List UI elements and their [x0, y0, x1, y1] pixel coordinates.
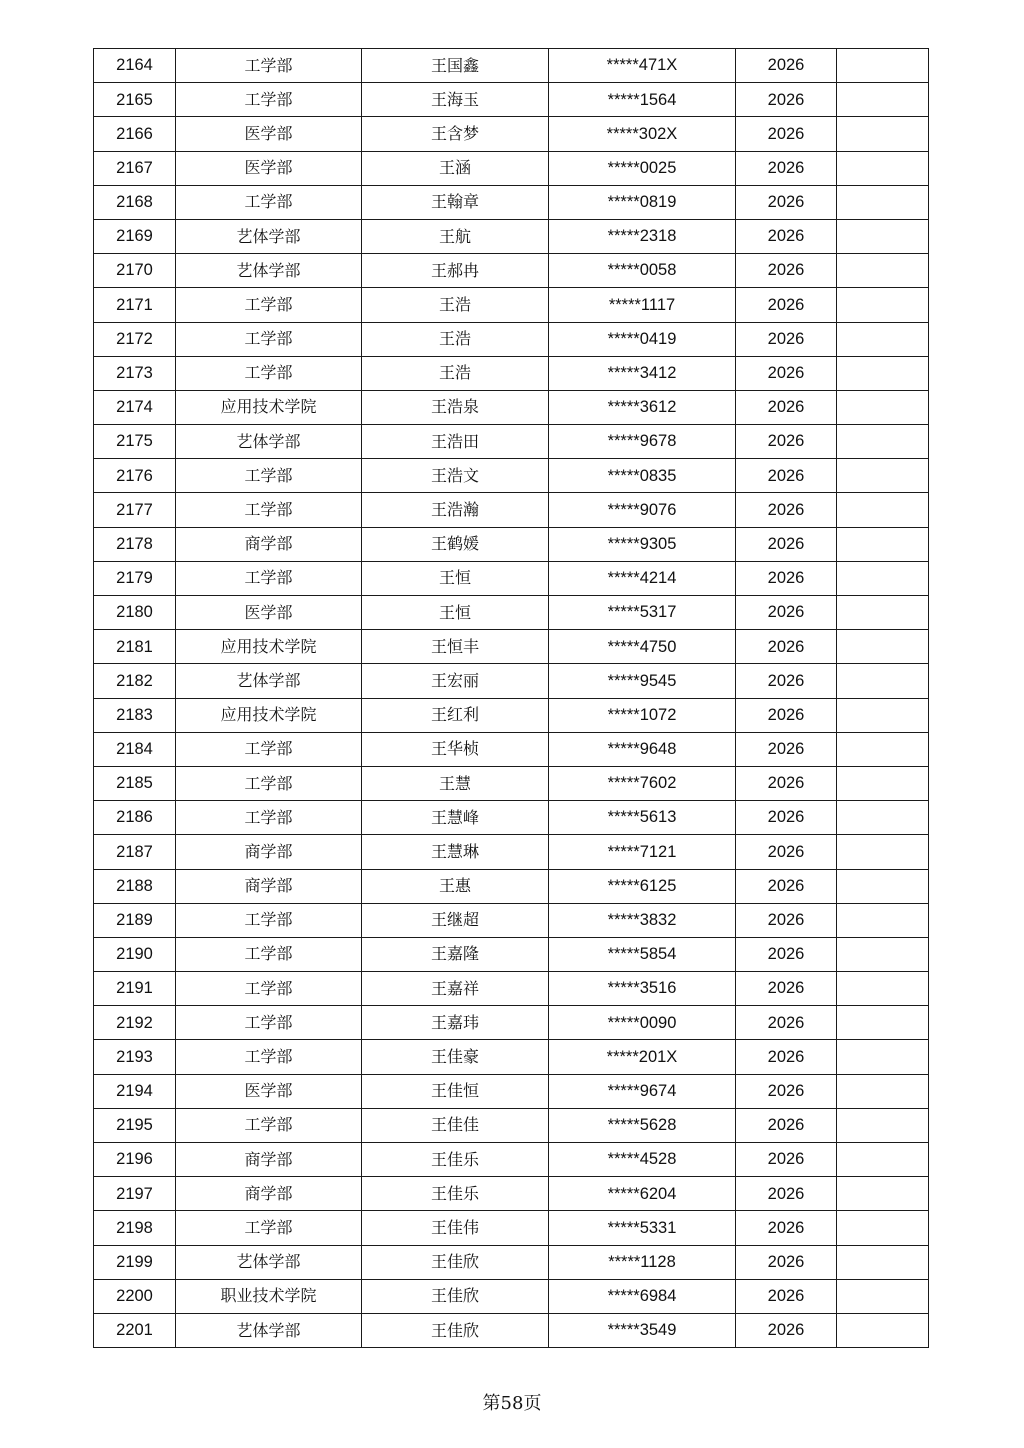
- cell-serial-number: 2196: [94, 1143, 176, 1177]
- table-row: [94, 425, 929, 459]
- cell-student-name: 王惠: [362, 869, 549, 903]
- cell-serial-number: 2171: [94, 288, 176, 322]
- cell-department: 工学部: [176, 732, 362, 766]
- cell-serial-number: 2198: [94, 1211, 176, 1245]
- cell-student-name: 王航: [362, 219, 549, 253]
- cell-note: [837, 1074, 929, 1108]
- cell-serial-number: 2165: [94, 83, 176, 117]
- cell-year: 2026: [736, 1211, 837, 1245]
- table-row: [94, 49, 929, 83]
- cell-student-name: 王嘉祥: [362, 972, 549, 1006]
- cell-student-name: 王国鑫: [362, 49, 549, 83]
- cell-student-name: 王慧峰: [362, 801, 549, 835]
- cell-year: 2026: [736, 117, 837, 151]
- cell-year: 2026: [736, 527, 837, 561]
- cell-serial-number: 2188: [94, 869, 176, 903]
- cell-department: 工学部: [176, 356, 362, 390]
- cell-year: 2026: [736, 254, 837, 288]
- cell-note: [837, 527, 929, 561]
- cell-department: 商学部: [176, 527, 362, 561]
- cell-masked-id: *****1564: [549, 83, 736, 117]
- cell-year: 2026: [736, 459, 837, 493]
- cell-note: [837, 425, 929, 459]
- cell-year: 2026: [736, 49, 837, 83]
- cell-year: 2026: [736, 1074, 837, 1108]
- cell-year: 2026: [736, 1313, 837, 1347]
- table-row: [94, 493, 929, 527]
- cell-note: [837, 288, 929, 322]
- cell-year: 2026: [736, 219, 837, 253]
- cell-serial-number: 2199: [94, 1245, 176, 1279]
- table-row: [94, 835, 929, 869]
- cell-note: [837, 254, 929, 288]
- cell-student-name: 王海玉: [362, 83, 549, 117]
- cell-department: 艺体学部: [176, 1245, 362, 1279]
- roster-table-body: [94, 49, 929, 1348]
- cell-year: 2026: [736, 425, 837, 459]
- cell-department: 商学部: [176, 1177, 362, 1211]
- cell-masked-id: *****471X: [549, 49, 736, 83]
- cell-department: 工学部: [176, 801, 362, 835]
- table-row: [94, 1074, 929, 1108]
- table-row: [94, 972, 929, 1006]
- cell-note: [837, 1177, 929, 1211]
- table-row: [94, 801, 929, 835]
- cell-serial-number: 2176: [94, 459, 176, 493]
- cell-serial-number: 2187: [94, 835, 176, 869]
- cell-note: [837, 835, 929, 869]
- cell-masked-id: *****5331: [549, 1211, 736, 1245]
- cell-department: 应用技术学院: [176, 390, 362, 424]
- cell-note: [837, 801, 929, 835]
- cell-masked-id: *****5317: [549, 596, 736, 630]
- roster-table: [93, 48, 929, 1348]
- cell-masked-id: *****0819: [549, 185, 736, 219]
- cell-masked-id: *****2318: [549, 219, 736, 253]
- cell-note: [837, 903, 929, 937]
- cell-serial-number: 2173: [94, 356, 176, 390]
- cell-student-name: 王继超: [362, 903, 549, 937]
- cell-student-name: 王佳佳: [362, 1108, 549, 1142]
- cell-year: 2026: [736, 972, 837, 1006]
- cell-note: [837, 1006, 929, 1040]
- table-row: [94, 527, 929, 561]
- table-row: [94, 1143, 929, 1177]
- cell-year: 2026: [736, 185, 837, 219]
- cell-student-name: 王佳欣: [362, 1245, 549, 1279]
- cell-year: 2026: [736, 390, 837, 424]
- cell-student-name: 王慧: [362, 766, 549, 800]
- cell-masked-id: *****9076: [549, 493, 736, 527]
- cell-department: 工学部: [176, 937, 362, 971]
- cell-student-name: 王佳豪: [362, 1040, 549, 1074]
- table-row: [94, 1211, 929, 1245]
- cell-department: 商学部: [176, 835, 362, 869]
- cell-serial-number: 2191: [94, 972, 176, 1006]
- cell-year: 2026: [736, 1006, 837, 1040]
- cell-student-name: 王嘉玮: [362, 1006, 549, 1040]
- cell-note: [837, 561, 929, 595]
- cell-student-name: 王佳恒: [362, 1074, 549, 1108]
- cell-student-name: 王宏丽: [362, 664, 549, 698]
- cell-department: 工学部: [176, 459, 362, 493]
- cell-student-name: 王恒丰: [362, 630, 549, 664]
- cell-serial-number: 2169: [94, 219, 176, 253]
- cell-note: [837, 1143, 929, 1177]
- table-row: [94, 459, 929, 493]
- table-row: [94, 1279, 929, 1313]
- cell-year: 2026: [736, 493, 837, 527]
- cell-department: 工学部: [176, 903, 362, 937]
- cell-year: 2026: [736, 561, 837, 595]
- cell-note: [837, 869, 929, 903]
- cell-year: 2026: [736, 835, 837, 869]
- cell-department: 工学部: [176, 49, 362, 83]
- cell-student-name: 王浩田: [362, 425, 549, 459]
- table-row: [94, 390, 929, 424]
- table-row: [94, 322, 929, 356]
- cell-masked-id: *****3612: [549, 390, 736, 424]
- cell-department: 医学部: [176, 1074, 362, 1108]
- cell-note: [837, 219, 929, 253]
- cell-note: [837, 766, 929, 800]
- cell-note: [837, 732, 929, 766]
- cell-serial-number: 2175: [94, 425, 176, 459]
- cell-student-name: 王佳伟: [362, 1211, 549, 1245]
- cell-student-name: 王浩文: [362, 459, 549, 493]
- cell-year: 2026: [736, 288, 837, 322]
- cell-department: 医学部: [176, 117, 362, 151]
- cell-student-name: 王鹤媛: [362, 527, 549, 561]
- cell-department: 工学部: [176, 1211, 362, 1245]
- cell-serial-number: 2200: [94, 1279, 176, 1313]
- cell-note: [837, 596, 929, 630]
- cell-note: [837, 49, 929, 83]
- table-row: [94, 254, 929, 288]
- table-row: [94, 1313, 929, 1347]
- cell-year: 2026: [736, 1245, 837, 1279]
- cell-year: 2026: [736, 903, 837, 937]
- cell-year: 2026: [736, 1040, 837, 1074]
- cell-serial-number: 2186: [94, 801, 176, 835]
- cell-department: 艺体学部: [176, 664, 362, 698]
- cell-note: [837, 972, 929, 1006]
- cell-department: 工学部: [176, 185, 362, 219]
- cell-student-name: 王华桢: [362, 732, 549, 766]
- cell-department: 应用技术学院: [176, 630, 362, 664]
- cell-student-name: 王含梦: [362, 117, 549, 151]
- cell-student-name: 王浩: [362, 288, 549, 322]
- cell-masked-id: *****302X: [549, 117, 736, 151]
- cell-department: 工学部: [176, 493, 362, 527]
- cell-department: 艺体学部: [176, 254, 362, 288]
- table-row: [94, 630, 929, 664]
- table-row: [94, 869, 929, 903]
- cell-serial-number: 2172: [94, 322, 176, 356]
- cell-masked-id: *****0025: [549, 151, 736, 185]
- cell-masked-id: *****5854: [549, 937, 736, 971]
- cell-masked-id: *****1128: [549, 1245, 736, 1279]
- cell-student-name: 王浩: [362, 322, 549, 356]
- table-row: [94, 151, 929, 185]
- cell-serial-number: 2178: [94, 527, 176, 561]
- cell-masked-id: *****7602: [549, 766, 736, 800]
- cell-year: 2026: [736, 356, 837, 390]
- cell-note: [837, 630, 929, 664]
- table-row: [94, 664, 929, 698]
- cell-student-name: 王佳乐: [362, 1143, 549, 1177]
- cell-student-name: 王佳欣: [362, 1313, 549, 1347]
- cell-department: 工学部: [176, 1108, 362, 1142]
- cell-masked-id: *****0835: [549, 459, 736, 493]
- cell-serial-number: 2177: [94, 493, 176, 527]
- cell-masked-id: *****9305: [549, 527, 736, 561]
- cell-note: [837, 390, 929, 424]
- cell-department: 工学部: [176, 1040, 362, 1074]
- cell-student-name: 王红利: [362, 698, 549, 732]
- cell-department: 工学部: [176, 972, 362, 1006]
- table-row: [94, 288, 929, 322]
- table-row: [94, 937, 929, 971]
- cell-masked-id: *****3832: [549, 903, 736, 937]
- cell-note: [837, 459, 929, 493]
- cell-year: 2026: [736, 151, 837, 185]
- cell-student-name: 王浩泉: [362, 390, 549, 424]
- cell-serial-number: 2170: [94, 254, 176, 288]
- cell-masked-id: *****9678: [549, 425, 736, 459]
- cell-serial-number: 2164: [94, 49, 176, 83]
- table-row: [94, 117, 929, 151]
- cell-year: 2026: [736, 1177, 837, 1211]
- table-row: [94, 219, 929, 253]
- cell-serial-number: 2167: [94, 151, 176, 185]
- cell-masked-id: *****6204: [549, 1177, 736, 1211]
- cell-department: 医学部: [176, 151, 362, 185]
- table-row: [94, 596, 929, 630]
- cell-student-name: 王恒: [362, 596, 549, 630]
- cell-year: 2026: [736, 766, 837, 800]
- cell-note: [837, 1245, 929, 1279]
- cell-student-name: 王浩: [362, 356, 549, 390]
- cell-masked-id: *****0090: [549, 1006, 736, 1040]
- cell-department: 工学部: [176, 288, 362, 322]
- cell-student-name: 王慧琳: [362, 835, 549, 869]
- cell-note: [837, 1211, 929, 1245]
- cell-note: [837, 322, 929, 356]
- table-row: [94, 1006, 929, 1040]
- cell-masked-id: *****3412: [549, 356, 736, 390]
- cell-masked-id: *****1072: [549, 698, 736, 732]
- cell-note: [837, 83, 929, 117]
- cell-year: 2026: [736, 698, 837, 732]
- page-number: 第58页: [482, 1393, 542, 1414]
- cell-masked-id: *****4750: [549, 630, 736, 664]
- cell-student-name: 王佳乐: [362, 1177, 549, 1211]
- table-row: [94, 698, 929, 732]
- cell-note: [837, 1040, 929, 1074]
- cell-masked-id: *****3516: [549, 972, 736, 1006]
- cell-year: 2026: [736, 937, 837, 971]
- cell-year: 2026: [736, 801, 837, 835]
- cell-year: 2026: [736, 1108, 837, 1142]
- cell-serial-number: 2190: [94, 937, 176, 971]
- cell-department: 商学部: [176, 1143, 362, 1177]
- cell-note: [837, 493, 929, 527]
- cell-masked-id: *****4214: [549, 561, 736, 595]
- table-row: [94, 732, 929, 766]
- cell-student-name: 王翰章: [362, 185, 549, 219]
- cell-serial-number: 2197: [94, 1177, 176, 1211]
- cell-department: 艺体学部: [176, 425, 362, 459]
- cell-student-name: 王涵: [362, 151, 549, 185]
- cell-masked-id: *****201X: [549, 1040, 736, 1074]
- cell-student-name: 王嘉隆: [362, 937, 549, 971]
- cell-serial-number: 2179: [94, 561, 176, 595]
- cell-student-name: 王浩瀚: [362, 493, 549, 527]
- cell-department: 商学部: [176, 869, 362, 903]
- cell-serial-number: 2184: [94, 732, 176, 766]
- cell-note: [837, 1313, 929, 1347]
- table-row: [94, 903, 929, 937]
- cell-year: 2026: [736, 869, 837, 903]
- table-row: [94, 1040, 929, 1074]
- cell-serial-number: 2193: [94, 1040, 176, 1074]
- cell-masked-id: *****9545: [549, 664, 736, 698]
- cell-note: [837, 356, 929, 390]
- table-row: [94, 1245, 929, 1279]
- cell-year: 2026: [736, 596, 837, 630]
- cell-serial-number: 2185: [94, 766, 176, 800]
- table-row: [94, 1177, 929, 1211]
- cell-department: 医学部: [176, 596, 362, 630]
- cell-masked-id: *****3549: [549, 1313, 736, 1347]
- cell-masked-id: *****9648: [549, 732, 736, 766]
- cell-serial-number: 2166: [94, 117, 176, 151]
- cell-year: 2026: [736, 630, 837, 664]
- cell-masked-id: *****6125: [549, 869, 736, 903]
- cell-department: 艺体学部: [176, 1313, 362, 1347]
- cell-department: 工学部: [176, 322, 362, 356]
- cell-department: 应用技术学院: [176, 698, 362, 732]
- cell-serial-number: 2168: [94, 185, 176, 219]
- cell-serial-number: 2201: [94, 1313, 176, 1347]
- cell-note: [837, 937, 929, 971]
- cell-department: 工学部: [176, 561, 362, 595]
- cell-year: 2026: [736, 83, 837, 117]
- cell-masked-id: *****6984: [549, 1279, 736, 1313]
- cell-masked-id: *****5628: [549, 1108, 736, 1142]
- cell-serial-number: 2194: [94, 1074, 176, 1108]
- table-row: [94, 83, 929, 117]
- cell-masked-id: *****1117: [549, 288, 736, 322]
- cell-year: 2026: [736, 1143, 837, 1177]
- cell-serial-number: 2183: [94, 698, 176, 732]
- cell-serial-number: 2174: [94, 390, 176, 424]
- cell-masked-id: *****4528: [549, 1143, 736, 1177]
- cell-masked-id: *****5613: [549, 801, 736, 835]
- table-row: [94, 766, 929, 800]
- cell-serial-number: 2192: [94, 1006, 176, 1040]
- cell-note: [837, 185, 929, 219]
- cell-note: [837, 698, 929, 732]
- cell-department: 职业技术学院: [176, 1279, 362, 1313]
- cell-year: 2026: [736, 664, 837, 698]
- cell-department: 艺体学部: [176, 219, 362, 253]
- cell-year: 2026: [736, 322, 837, 356]
- cell-masked-id: *****9674: [549, 1074, 736, 1108]
- cell-student-name: 王恒: [362, 561, 549, 595]
- cell-masked-id: *****7121: [549, 835, 736, 869]
- cell-serial-number: 2181: [94, 630, 176, 664]
- table-row: [94, 356, 929, 390]
- table-row: [94, 1108, 929, 1142]
- table-row: [94, 561, 929, 595]
- cell-note: [837, 151, 929, 185]
- cell-year: 2026: [736, 732, 837, 766]
- cell-department: 工学部: [176, 1006, 362, 1040]
- cell-note: [837, 1279, 929, 1313]
- cell-student-name: 王佳欣: [362, 1279, 549, 1313]
- table-row: [94, 185, 929, 219]
- cell-year: 2026: [736, 1279, 837, 1313]
- cell-department: 工学部: [176, 83, 362, 117]
- cell-serial-number: 2182: [94, 664, 176, 698]
- cell-note: [837, 1108, 929, 1142]
- cell-note: [837, 117, 929, 151]
- cell-serial-number: 2180: [94, 596, 176, 630]
- cell-note: [837, 664, 929, 698]
- cell-student-name: 王郝冉: [362, 254, 549, 288]
- cell-department: 工学部: [176, 766, 362, 800]
- cell-masked-id: *****0058: [549, 254, 736, 288]
- cell-serial-number: 2195: [94, 1108, 176, 1142]
- cell-serial-number: 2189: [94, 903, 176, 937]
- cell-masked-id: *****0419: [549, 322, 736, 356]
